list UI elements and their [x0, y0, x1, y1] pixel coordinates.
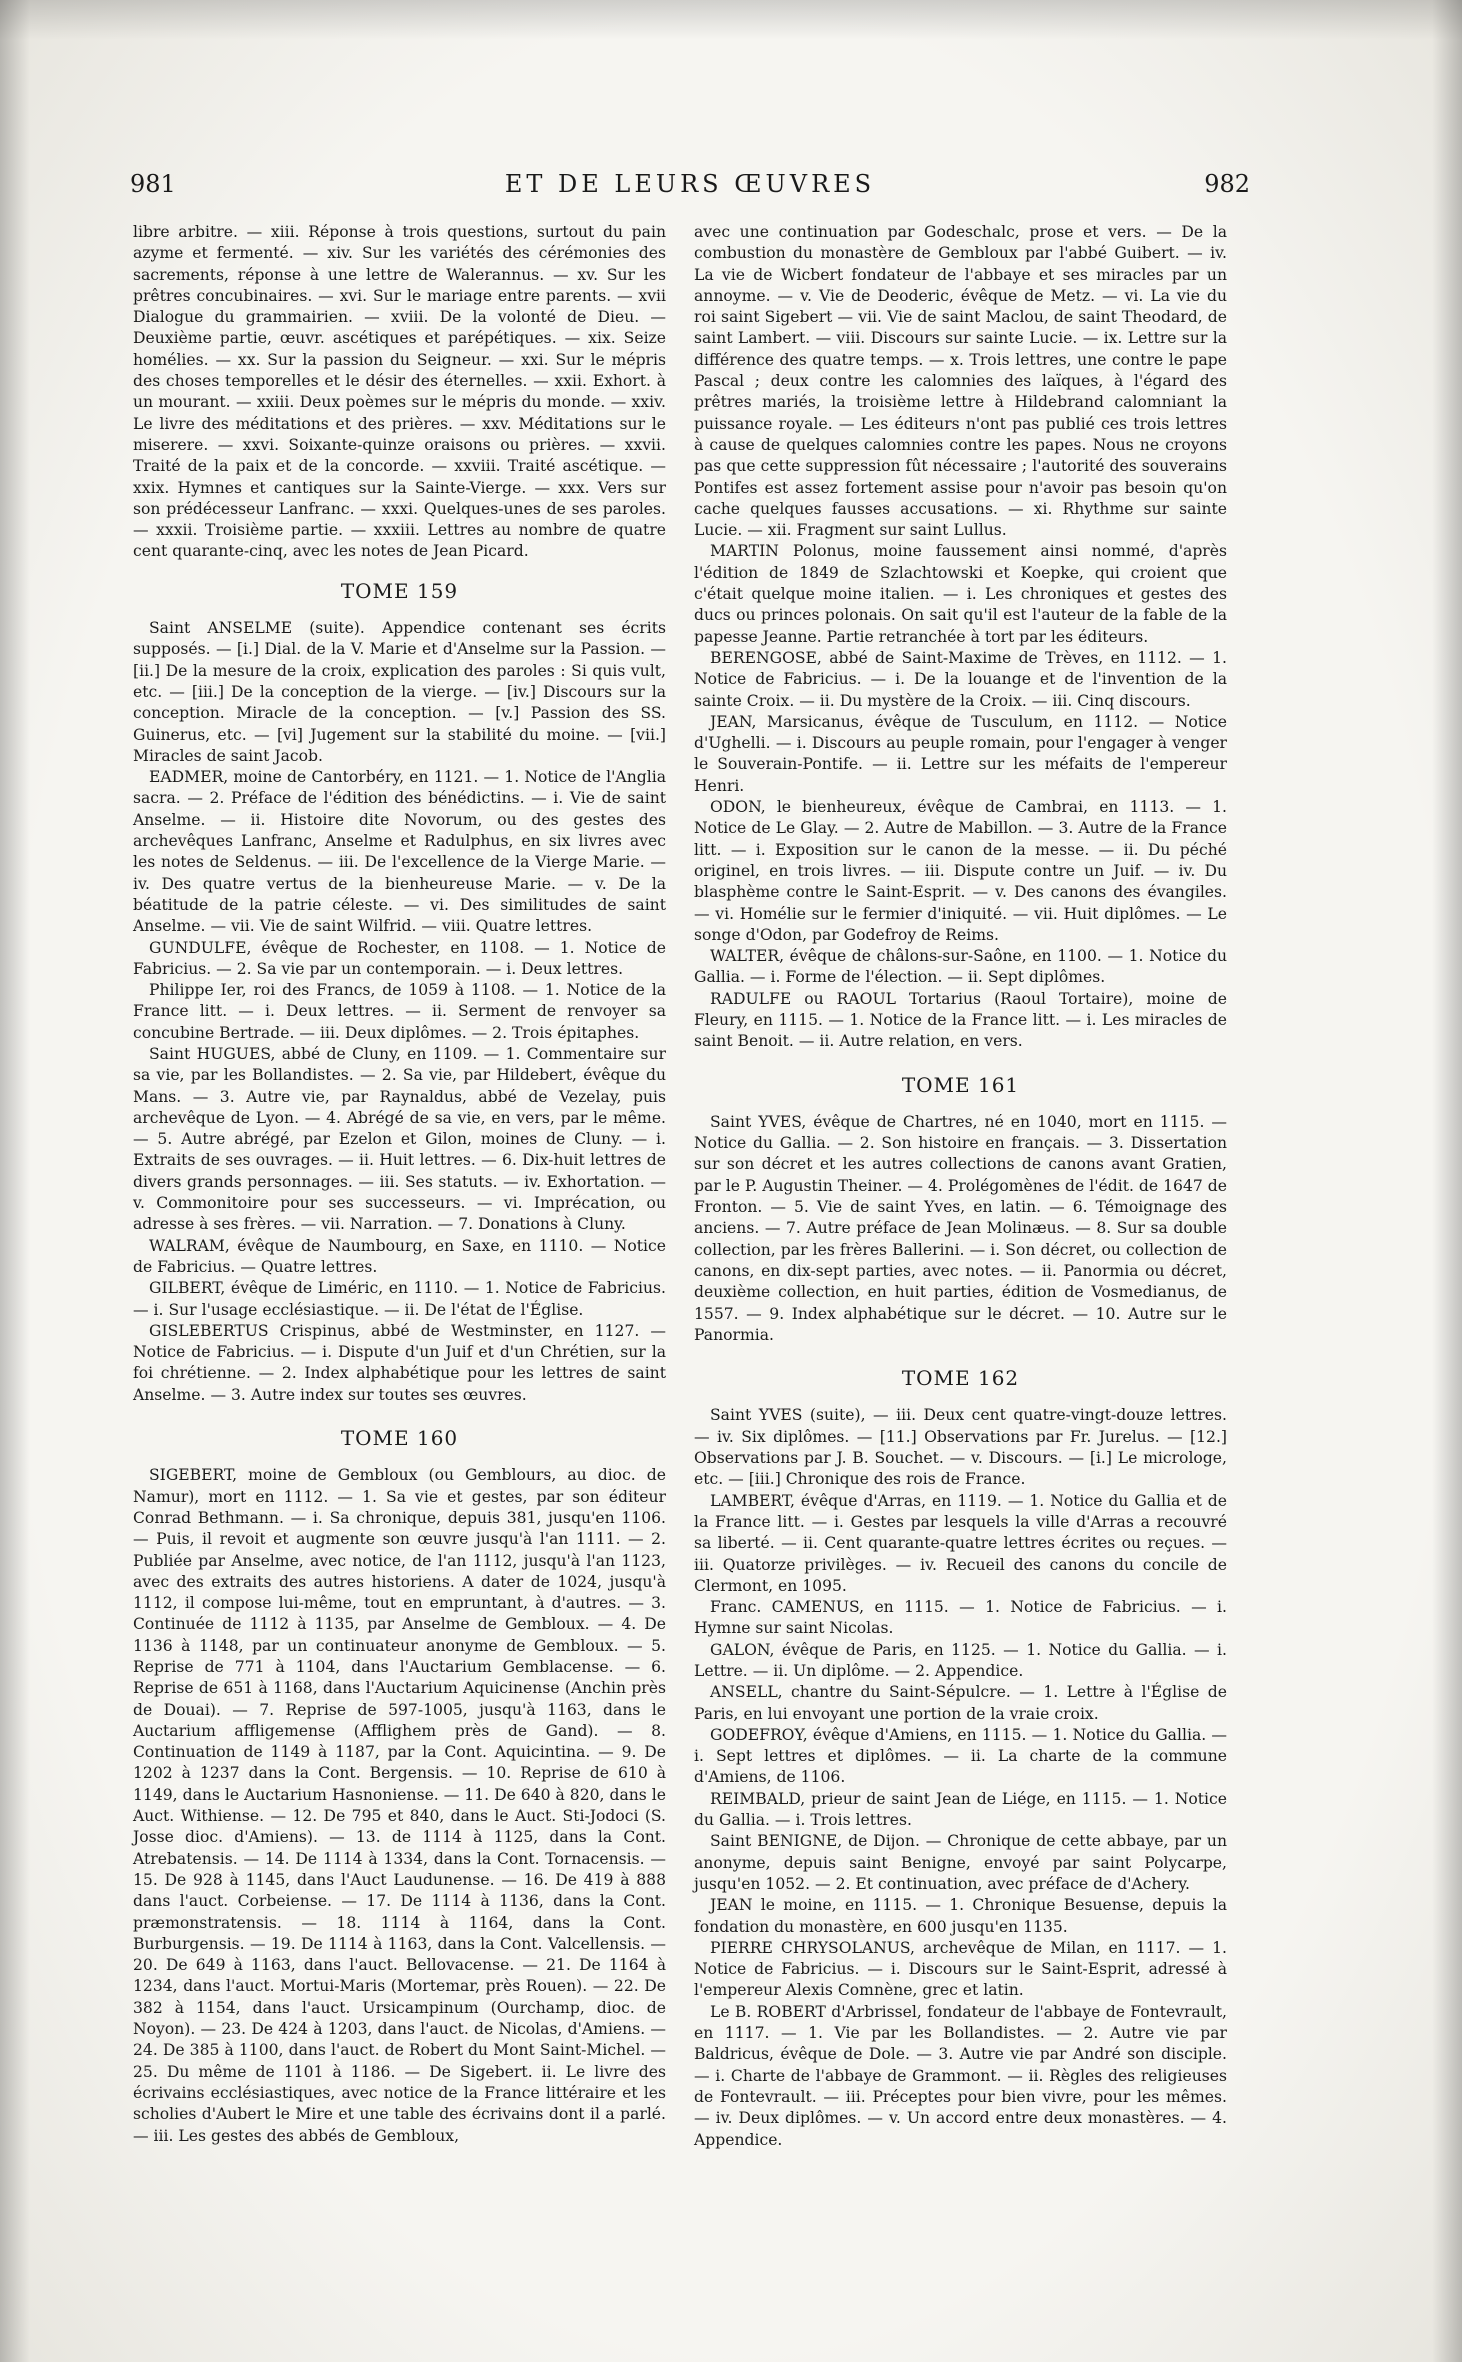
paragraph: Philippe Ier, roi des Francs, de 1059 à 1108. — 1. Notice de la France litt. — i. Deux lettres. — ii. Serment de renvoyer sa concubine Bertrade. — iii. Deux diplômes. — 2. Trois épitaphes. [133, 981, 666, 1042]
paragraph: ANSELL, chantre du Saint-Sépulcre. — 1. Lettre à l'Église de Paris, en lui envoyant une portion de la vraie croix. [694, 1683, 1227, 1723]
tome-162-heading: TOME 162 [901, 1366, 1020, 1391]
paragraph: Saint ANSELME (suite). Appendice contenant ses écrits supposés. — [i.] Dial. de la V. Marie et d'Anselme sur la Passion. — [ii.] De la mesure de la croix, explication des paroles : Si quis vult, etc. — [iii.] De la conception de la vierge. — [iv.] Discours sur la conception. Miracle de la conception. — [v.] Passion des SS. Guinerus, etc. — [vi] Jugement sur la stabilité du moine. — [vii.] Miracles de saint Jacob. [133, 619, 666, 765]
paragraph: Saint YVES (suite), — iii. Deux cent quatre-vingt-douze lettres. — iv. Six diplômes. — [11.] Observations par Fr. Jurelus. — [12.] Observations par J. B. Souchet. — v. Discours. — [i.] Le microloge, etc. — [iii.] Chronique des rois de France. [694, 1406, 1227, 1489]
paragraph: LAMBERT, évêque d'Arras, en 1119. — 1. Notice du Gallia et de la France litt. — i. Gestes par lesquels la ville d'Arras a recouvré sa liberté. — ii. Cent quarante-quatre lettres écrites ou reçues. — iii. Quatorze privilèges. — iv. Recueil des canons du concile de Clermont, en 1095. [694, 1491, 1227, 1595]
paragraph: Saint BENIGNE, de Dijon. — Chronique de cette abbaye, par un anonyme, depuis saint Benigne, envoyé par saint Polycarpe, jusqu'en 1052. — 2. Et continuation, avec préface de d'Achery. [694, 1832, 1227, 1893]
paragraph: JEAN, Marsicanus, évêque de Tusculum, en 1112. — Notice d'Ughelli. — i. Discours au peuple romain, pour l'engager à venger le Souverain-Pontife. — ii. Lettre sur les méfaits de l'empereur Henri. [694, 712, 1227, 795]
scan-shadow-left [0, 0, 30, 2362]
paragraph: BERENGOSE, abbé de Saint-Maxime de Trèves, en 1112. — 1. Notice de Fabricius. — i. De la louange et de l'invention de la sainte Croix. — ii. Du mystère de la Croix. — iii. Cinq discours. [694, 648, 1227, 710]
paragraph: WALRAM, évêque de Naumbourg, en Saxe, en 1110. — Notice de Fabricius. — Quatre lettres. [133, 1236, 666, 1276]
paragraph: libre arbitre. — xiii. Réponse à trois questions, surtout du pain azyme et fermenté. — xiv. Sur les variétés des cérémonies des sacrements, réponse à une lettre de Walerannus. — xv. Sur les prêtres concubinaires. — xvi. Sur le mariage entre parents. — xvii Dialogue du grammairien. — xviii. De la volonté de Dieu. — Deuxième partie, œuvr. ascétiques et parépétiques. — xix. Seize homélies. — xx. Sur la passion du Seigneur. — xxi. Sur le mépris des choses temporelles et le désir des éternelles. — xxii. Exhort. à un mourant. — xxiii. Deux poèmes sur le mépris du monde. — xxiv. Le livre des méditations et des prières. — xxv. Méditations sur le miserere. — xxvi. Soixante-quinze oraisons ou prières. — xxvii. Traité de la paix et de la concorde. — xxviii. Traité ascétique. — xxix. Hymnes et cantiques sur la Sainte-Vierge. — xxx. Vers sur son prédécesseur Lanfranc. — xxxi. Quelques-unes de ses paroles. — xxxii. Troisième partie. — xxxiii. Lettres au nombre de quatre cent quarante-cinq, avec les notes de Jean Picard. [133, 223, 666, 561]
left-column [133, 222, 666, 2147]
paragraph: GISLEBERTUS Crispinus, abbé de Westminster, en 1127. — Notice de Fabricius. — i. Dispute d'un Juif et d'un Chrétien, sur la foi chrétienne. — 2. Index alphabétique pour les lettres de saint Anselme. — 3. Autre index sur toutes ses œuvres. [133, 1321, 666, 1404]
paragraph: GILBERT, évêque de Liméric, en 1110. — 1. Notice de Fabricius. — i. Sur l'usage ecclésiastique. — ii. De l'état de l'Église. [133, 1279, 666, 1319]
paragraph: SIGEBERT, moine de Gembloux (ou Gemblours, au dioc. de Namur), mort en 1112. — 1. Sa vie et gestes, par son éditeur Conrad Bethmann. — i. Sa chronique, depuis 381, jusqu'en 1106. — Puis, il revoit et augmente son œuvre jusqu'à l'an 1111. — 2. Publiée par Anselme, avec notice, de l'an 1112, jusqu'à l'an 1123, avec des extraits des autres historiens. A dater de 1024, jusqu'à 1112, il compose lui-même, tout en empruntant, à d'autres. — 3. Continuée de 1112 à 1135, par Anselme de Gembloux. — 4. De 1136 à 1148, par un continuateur anonyme de Gembloux. — 5. Reprise de 771 à 1104, dans l'Auctarium Gemblacense. — 6. Reprise de 651 à 1168, dans l'Auctarium Aquicinense (Anchin près de Douai). — 7. Reprise de 597-1005, jusqu'à 1163, dans le Auctarium affligemense (Afflighem près de Gand). — 8. Continuation de 1149 à 1187, par la Cont. Aquicintina. — 9. De 1202 à 1237 dans la Cont. Bergensis. — 10. Reprise de 610 à 1149, dans le Auctarium Hasnoniense. — 11. De 640 à 820, dans le Auct. Withiense. — 12. De 795 et 840, dans le Auct. Sti-Jodoci (S. Josse dioc. d'Amiens). — 13. de 1114 à 1125, dans la Cont. Atrebatensis. — 14. De 1114 à 1334, dans la Cont. Tornacensis. — 15. De 928 à 1145, dans l'Auct Laudunense. — 16. De 419 à 888 dans l'auct. Corbeiense. — 17. De 1114 à 1136, dans la Cont. præmonstratensis. — 18. 1114 à 1164, dans la Cont. Burburgensis. — 19. De 1114 à 1163, dans la Cont. Valcellensis. — 20. De 649 à 1163, dans l'auct. Bellovacense. — 21. De 1164 à 1234, dans l'auct. Mortui-Maris (Mortemar, près Rouen). — 22. De 382 à 1154, dans l'auct. Ursicampinum (Ourchamp, dioc. de Noyon). — 23. De 424 à 1203, dans l'auct. de Nicolas, d'Amiens. — 24. De 385 à 1100, dans l'auct. de Robert du Mont Saint-Michel. — 25. Du même de 1101 à 1186. — De Sigebert. ii. Le livre des écrivains ecclésiastiques, avec notice de la France littéraire et les scholies d'Aubert le Mire et une table des écrivains dont il a parlé. — iii. Les gestes des abbés de Gembloux, [133, 1466, 666, 2145]
tome-160-heading: TOME 160 [340, 1426, 459, 1451]
paragraph: Saint HUGUES, abbé de Cluny, en 1109. — 1. Commentaire sur sa vie, par les Bollandistes. — 2. Sa vie, par Hildebert, évêque du Mans. — 3. Autre vie, par Raynaldus, abbé de Vezelay, puis archevêque de Lyon. — 4. Abrégé de sa vie, en vers, par le même. — 5. Autre abrégé, par Ezelon et Gilon, moines de Cluny. — i. Extraits de ses ouvrages. — ii. Huit lettres. — 6. Dix-huit lettres de divers grands personnages. — iii. Ses statuts. — iv. Exhortation. — v. Commonitoire pour ses successeurs. — vi. Imprécation, ou adresse à ses frères. — vii. Narration. — 7. Donations à Cluny. [133, 1044, 666, 1234]
paragraph: GODEFROY, évêque d'Amiens, en 1115. — 1. Notice du Gallia. — i. Sept lettres et diplômes. — ii. La charte de la commune d'Amiens, de 1106. [694, 1725, 1227, 1787]
running-title: ET DE LEURS ŒUVRES [504, 170, 876, 198]
paragraph: ODON, le bienheureux, évêque de Cambrai, en 1113. — 1. Notice de Le Glay. — 2. Autre de Mabillon. — 3. Autre de la France litt. — i. Exposition sur le canon de la messe. — ii. Du péché originel, en trois livres. — iii. Dispute contre un Juif. — iv. Du blasphème contre le Saint-Esprit. — v. Des canons des évangiles. — vi. Homélie sur le fermier d'iniquité. — vii. Huit diplômes. — Le songe d'Odon, par Godefroy de Reims. [694, 798, 1227, 944]
tome-161-heading: TOME 161 [901, 1072, 1020, 1097]
paragraph: Franc. CAMENUS, en 1115. — 1. Notice de Fabricius. — i. Hymne sur saint Nicolas. [694, 1598, 1227, 1638]
page-number-right: 982 [1204, 170, 1250, 198]
page-number-left: 981 [130, 170, 176, 198]
scan-shadow-top [0, 0, 1462, 40]
paragraph: Saint YVES, évêque de Chartres, né en 1040, mort en 1115. — Notice du Gallia. — 2. Son histoire en français. — 3. Dissertation sur son décret et les autres collections de canons avant Gratien, par le P. Augustin Theiner. — 4. Prolégomènes de l'édit. de 1647 de Fronton. — 5. Vie de saint Yves, en latin. — 6. Témoignage des anciens. — 7. Autre préface de Jean Molinæus. — 8. Sur sa double collection, par les frères Ballerini. — i. Son décret, ou collection de canons, en dix-sept parties, avec notes. — ii. Panormia ou décret, deuxième collection, en huit parties, édition de Vosmedianus, de 1557. — 9. Index alphabétique sur le décret. — 10. Autre sur le Panormia. [694, 1112, 1227, 1344]
tome-159-heading: TOME 159 [340, 578, 459, 603]
paragraph: WALTER, évêque de châlons-sur-Saône, en 1100. — 1. Notice du Gallia. — i. Forme de l'élection. — ii. Sept diplômes. [694, 947, 1227, 987]
paragraph: MARTIN Polonus, moine faussement ainsi nommé, d'après l'édition de 1849 de Szlachtowski et Koepke, qui croient que c'était quelque moine italien. — i. Les chroniques et gestes des ducs ou princes polonais. On sait qu'il est l'auteur de la fable de la papesse Jeanne. Partie retranchée à tort par les éditeurs. [694, 542, 1227, 646]
paragraph: GUNDULFE, évêque de Rochester, en 1108. — 1. Notice de Fabricius. — 2. Sa vie par un contemporain. — i. Deux lettres. [133, 938, 666, 978]
paragraph: GALON, évêque de Paris, en 1125. — 1. Notice du Gallia. — i. Lettre. — ii. Un diplôme. — 2. Appendice. [694, 1640, 1227, 1680]
paragraph: PIERRE CHRYSOLANUS, archevêque de Milan, en 1117. — 1. Notice de Fabricius. — i. Discours sur le Saint-Esprit, adressé à l'empereur Alexis Comnène, grec et latin. [694, 1938, 1227, 2000]
running-header [130, 170, 1250, 210]
paragraph: EADMER, moine de Cantorbéry, en 1121. — 1. Notice de l'Anglia sacra. — 2. Préface de l'édition des bénédictins. — i. Vie de saint Anselme. — ii. Histoire dite Novorum, ou des gestes des archevêques Lanfranc, Anselme et Radulphus, en six livres avec les notes de Seldenus. — iii. De l'excellence de la Vierge Marie. — iv. Des quatre vertus de la bienheureuse Marie. — v. De la béatitude de la patrie céleste. — vi. Des similitudes de saint Anselme. — vii. Vie de saint Wilfrid. — viii. Quatre lettres. [133, 768, 666, 936]
paragraph: avec une continuation par Godeschalc, prose et vers. — De la combustion du monastère de Gembloux par l'abbé Guibert. — iv. La vie de Wicbert fondateur de l'abbaye et ses miracles par un annoyme. — v. Vie de Deoderic, évêque de Metz. — vi. La vie du roi saint Sigebert — vii. Vie de saint Maclou, de saint Theodard, de saint Lambert. — viii. Discours sur sainte Lucie. — ix. Lettre sur la différence des quatre temps. — x. Trois lettres, une contre le pape Pascal ; deux contre les calomnies des laïques, à l'égard des prêtres mariés, la troisième lettre à Hildebrand calomniant la puissance royale. — Les éditeurs n'ont pas publié ces trois lettres à cause de quelques calomnies contre les papes. Nous ne croyons pas que cette suppression fût nécessaire ; l'autorité des souverains Pontifes est assez fortement assise pour n'avoir pas besoin qu'on cache quelques fausses accusations. — xi. Rhythme sur sainte Lucie. — xii. Fragment sur saint Lullus. [694, 223, 1227, 540]
paragraph: REIMBALD, prieur de saint Jean de Liége, en 1115. — 1. Notice du Gallia. — i. Trois lettres. [694, 1789, 1227, 1830]
scan-shadow-right [1432, 0, 1462, 2362]
paragraph: Le B. ROBERT d'Arbrissel, fondateur de l'abbaye de Fontevrault, en 1117. — 1. Vie par les Bollandistes. — 2. Autre vie par Baldricus, évêque de Dole. — 3. Autre vie par André son disciple. — i. Charte de l'abbaye de Grammont. — ii. Règles des religieuses de Fontevrault. — iii. Préceptes pour bien vivre, pour les mêmes. — iv. Deux diplômes. — v. Un accord entre deux monastères. — 4. Appendice. [694, 2002, 1227, 2149]
paragraph: RADULFE ou RAOUL Tortarius (Raoul Tortaire), moine de Fleury, en 1115. — 1. Notice de la France litt. — i. Les miracles de saint Benoit. — ii. Autre relation, en vers. [694, 989, 1227, 1051]
right-column [694, 222, 1227, 2151]
paragraph: JEAN le moine, en 1115. — 1. Chronique Besuense, depuis la fondation du monastère, en 600 jusqu'en 1135. [694, 1896, 1227, 1936]
